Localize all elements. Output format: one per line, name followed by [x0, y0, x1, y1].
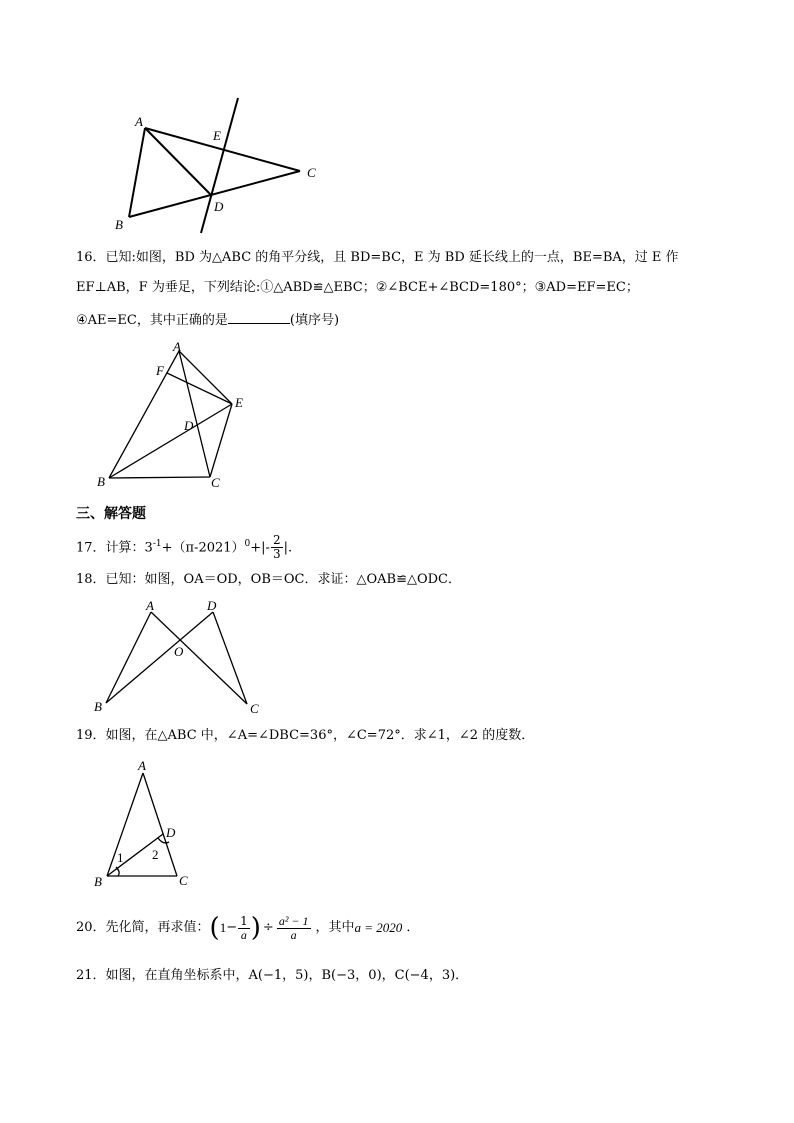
label-D: D	[214, 199, 224, 214]
label-A: A	[146, 598, 154, 613]
q16-line1: 16．已知:如图，BD 为△ABC 的角平分线，且 BD=BC，E 为 BD 延长线上的一点，BE=BA，过 E 作	[76, 250, 679, 265]
figure-q16	[92, 338, 262, 490]
q17-exp: -1	[152, 539, 162, 549]
q20-frac2-den: a	[290, 927, 297, 942]
label-C: C	[211, 475, 220, 490]
label-E: E	[213, 128, 221, 143]
angle-2-label: 2	[152, 847, 159, 862]
label-B: B	[97, 474, 105, 489]
label-A: A	[173, 339, 181, 354]
label-C: C	[179, 873, 188, 888]
angle-1-label: 1	[117, 850, 124, 865]
label-B: B	[94, 874, 102, 889]
q21-text: 21．如图，在直角坐标系中，A(−1，5)，B(−3，0)，C(−4，3)．	[76, 968, 469, 983]
q17-pre: 17．计算：3	[76, 540, 153, 556]
label-E: E	[235, 395, 243, 410]
q20-frac1-num: 1	[240, 913, 248, 928]
q17-fraction	[271, 534, 283, 561]
label-O: O	[174, 644, 184, 659]
label-A: A	[135, 114, 143, 129]
q20-minus: −	[226, 920, 238, 935]
q17-den: 3	[272, 547, 281, 562]
q20-post: ．	[406, 920, 420, 935]
label-D: D	[166, 825, 176, 840]
label-A: A	[138, 758, 146, 773]
q20-pre: 20．先化简，再求值：	[76, 920, 210, 935]
section-title: 三、解答题	[76, 506, 146, 522]
q20-one: 1	[219, 920, 227, 935]
answer-blank[interactable]	[228, 309, 290, 324]
q20-frac2-num: a² − 1	[278, 913, 309, 928]
q17-post: |.	[283, 540, 293, 556]
q16-line2: EF⊥AB，F 为垂足，下列结论:①△ABD≌△EBC；②∠BCE+∠BCD=180°；③AD=EF=EC；	[76, 280, 639, 295]
q16-line3	[76, 309, 339, 331]
q20: 20．先化简，再求值： ( 1 − $\frac{1}{a}$ ) ÷ $\frac{\text{a² − 1}}{a}$ ，其中 a = 2020 ．	[76, 906, 419, 950]
q19-text: 19．如图，在△ABC 中，∠A=∠DBC=36°，∠C=72°．求∠1，∠2 的度数．	[76, 728, 535, 743]
label-C: C	[250, 701, 259, 716]
q17	[76, 528, 292, 560]
figure-q19	[90, 755, 200, 890]
q20-condition: a = 2020	[354, 920, 403, 935]
q20-frac1	[238, 915, 250, 942]
label-F: F	[156, 363, 164, 378]
q20-div: ÷	[262, 920, 274, 935]
figure-q18	[90, 595, 270, 720]
q20-frac2	[277, 915, 311, 942]
q16-line3-post: (填序号)	[289, 313, 340, 328]
q17-abs: +|-	[250, 540, 270, 556]
q16-line3-pre: ④AE=EC，其中正确的是	[76, 313, 228, 328]
q20-frac1-den: a	[240, 927, 247, 942]
q17-mid: +（π-2021）	[161, 540, 245, 556]
q18-text: 18．已知：如图，OA＝OD，OB＝OC．求证：△OAB≌△ODC．	[76, 572, 461, 587]
q17-num: 2	[272, 533, 281, 548]
label-D: D	[207, 598, 217, 613]
label-B: B	[115, 217, 123, 232]
label-D: D	[184, 418, 194, 433]
label-C: C	[307, 165, 316, 180]
q17-exp0: 0	[244, 539, 251, 549]
figure-q15	[100, 92, 340, 240]
label-B: B	[94, 699, 102, 714]
q20-mid: ，其中	[315, 920, 355, 935]
